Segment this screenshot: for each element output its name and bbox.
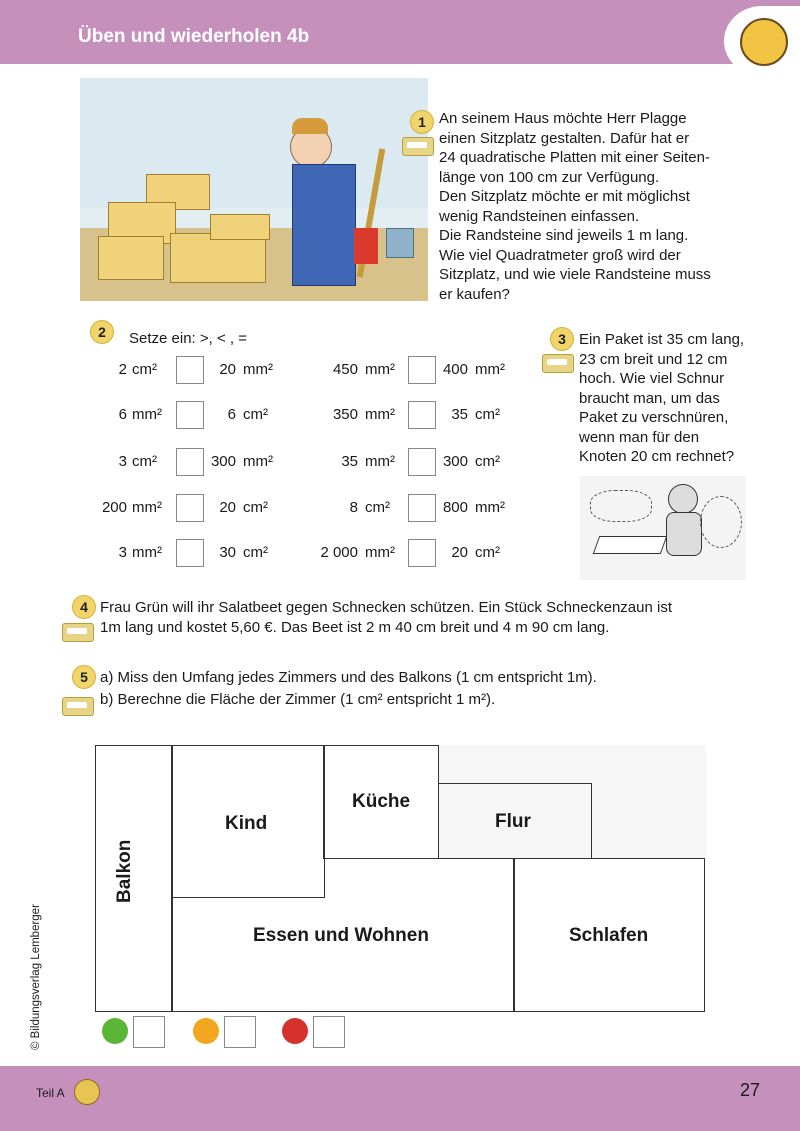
rating-box-medium[interactable]	[224, 1016, 256, 1048]
footer-part-label: Teil A	[36, 1086, 65, 1100]
divider	[323, 858, 515, 859]
compare-answer-box[interactable]	[176, 539, 204, 567]
task-1-text: An seinem Haus möchte Herr Plagge einen Sitzplatz gestalten. Dafür hat er 24 quadratische Platten mit einer Seiten- länge von 100 cm zur Verfügung. Den Sitzplatz möchte er mit möglichst wenig Randsteinen einfassen. Die Randsteine sind jeweils 1 m lang. Wie viel Quadratmeter groß wird der Sitzplatz, und wie viele Randsteine muss er kaufen?	[439, 110, 711, 303]
compare-left-unit: cm²	[365, 499, 390, 516]
compare-right-unit: cm²	[243, 406, 268, 423]
compare-answer-box[interactable]	[176, 494, 204, 522]
compare-left-value: 8	[349, 499, 358, 516]
task-1-number: 1	[410, 110, 434, 134]
compare-right-value: 30	[219, 544, 236, 561]
task-3-text: Ein Paket ist 35 cm lang, 23 cm breit und 12 cm hoch. Wie viel Schnur braucht man, um das Paket zu verschnüren, wenn man für den Knoten 20 cm rechnet?	[579, 331, 745, 465]
compare-right-value: 20	[451, 544, 468, 561]
compare-right-unit: cm²	[475, 544, 500, 561]
compare-left-value: 350	[332, 406, 358, 423]
page-title: Üben und wiederholen 4b	[78, 26, 310, 47]
man-with-tiles-illustration	[80, 78, 428, 301]
compare-right-value: 400	[442, 361, 468, 378]
label-flur: Flur	[495, 811, 531, 832]
compare-left-unit: mm²	[132, 499, 162, 516]
tiger-small-icon	[74, 1079, 100, 1105]
compare-left-unit: cm²	[132, 361, 157, 378]
compare-answer-box[interactable]	[408, 356, 436, 384]
compare-right-unit: mm²	[243, 361, 273, 378]
compare-right-unit: cm²	[475, 453, 500, 470]
notebook-icon	[62, 623, 94, 642]
tiger-logo-icon	[724, 6, 800, 76]
compare-left-unit: mm²	[365, 361, 395, 378]
compare-right-unit: mm²	[475, 361, 505, 378]
compare-left-unit: mm²	[132, 544, 162, 561]
thumbs-up-icon	[102, 1018, 128, 1044]
compare-right-value: 35	[451, 406, 468, 423]
compare-left-value: 2 000	[320, 544, 358, 561]
compare-answer-box[interactable]	[408, 539, 436, 567]
thumbs-down-icon	[282, 1018, 308, 1044]
copyright: © Bildungsverlag Lemberger	[30, 904, 42, 1050]
compare-left-value: 200	[101, 499, 127, 516]
compare-right-unit: cm²	[243, 544, 268, 561]
task-2-number: 2	[90, 320, 114, 344]
task-2-instruction: Setze ein: >, < , =	[129, 330, 247, 347]
label-balkon: Balkon	[114, 839, 135, 903]
compare-left-value: 35	[341, 453, 358, 470]
compare-left-unit: mm²	[365, 406, 395, 423]
task-5-a: a) Miss den Umfang jedes Zimmers und des Balkons (1 cm entspricht 1m).	[100, 669, 597, 686]
compare-answer-box[interactable]	[408, 448, 436, 476]
label-kueche: Küche	[352, 791, 411, 812]
label-kind: Kind	[225, 813, 268, 834]
compare-left-unit: mm²	[132, 406, 162, 423]
compare-right-unit: mm²	[475, 499, 505, 516]
label-essen-wohnen: Essen und Wohnen	[253, 925, 429, 946]
rating-box-good[interactable]	[133, 1016, 165, 1048]
task-4-text: Frau Grün will ihr Salatbeet gegen Schnecken schützen. Ein Stück Schneckenzaun ist 1m lang und kostet 5,60 €. Das Beet ist 2 m 40 cm breit und 4 m 90 cm lang.	[100, 599, 672, 636]
compare-left-unit: mm²	[365, 453, 395, 470]
compare-answer-box[interactable]	[176, 448, 204, 476]
compare-answer-box[interactable]	[176, 356, 204, 384]
compare-right-value: 300	[442, 453, 468, 470]
task-4-number: 4	[72, 595, 96, 619]
compare-left-value: 3	[118, 544, 127, 561]
compare-left-value: 2	[118, 361, 127, 378]
task-5-number: 5	[72, 665, 96, 689]
compare-answer-box[interactable]	[408, 494, 436, 522]
rating-box-bad[interactable]	[313, 1016, 345, 1048]
compare-right-value: 6	[227, 406, 236, 423]
compare-right-unit: cm²	[243, 499, 268, 516]
package-and-string-illustration	[580, 476, 746, 580]
notebook-icon	[62, 697, 94, 716]
compare-left-unit: cm²	[132, 453, 157, 470]
compare-left-unit: mm²	[365, 544, 395, 561]
page-number: 27	[740, 1080, 761, 1100]
compare-right-unit: cm²	[475, 406, 500, 423]
compare-right-value: 20	[219, 361, 236, 378]
task-5-b: b) Berechne die Fläche der Zimmer (1 cm² entspricht 1 m²).	[100, 691, 496, 708]
compare-right-value: 20	[219, 499, 236, 516]
compare-right-value: 800	[442, 499, 468, 516]
compare-answer-box[interactable]	[176, 401, 204, 429]
compare-right-unit: mm²	[243, 453, 273, 470]
compare-left-value: 6	[118, 406, 127, 423]
label-schlafen: Schlafen	[569, 925, 649, 946]
compare-left-value: 450	[332, 361, 358, 378]
compare-left-value: 3	[118, 453, 127, 470]
task-3-number: 3	[550, 327, 574, 351]
notebook-icon	[542, 354, 574, 373]
compare-answer-box[interactable]	[408, 401, 436, 429]
thumbs-sideways-icon	[193, 1018, 219, 1044]
compare-right-value: 300	[210, 453, 236, 470]
footer-bar	[0, 1066, 800, 1131]
notebook-icon	[402, 137, 434, 156]
